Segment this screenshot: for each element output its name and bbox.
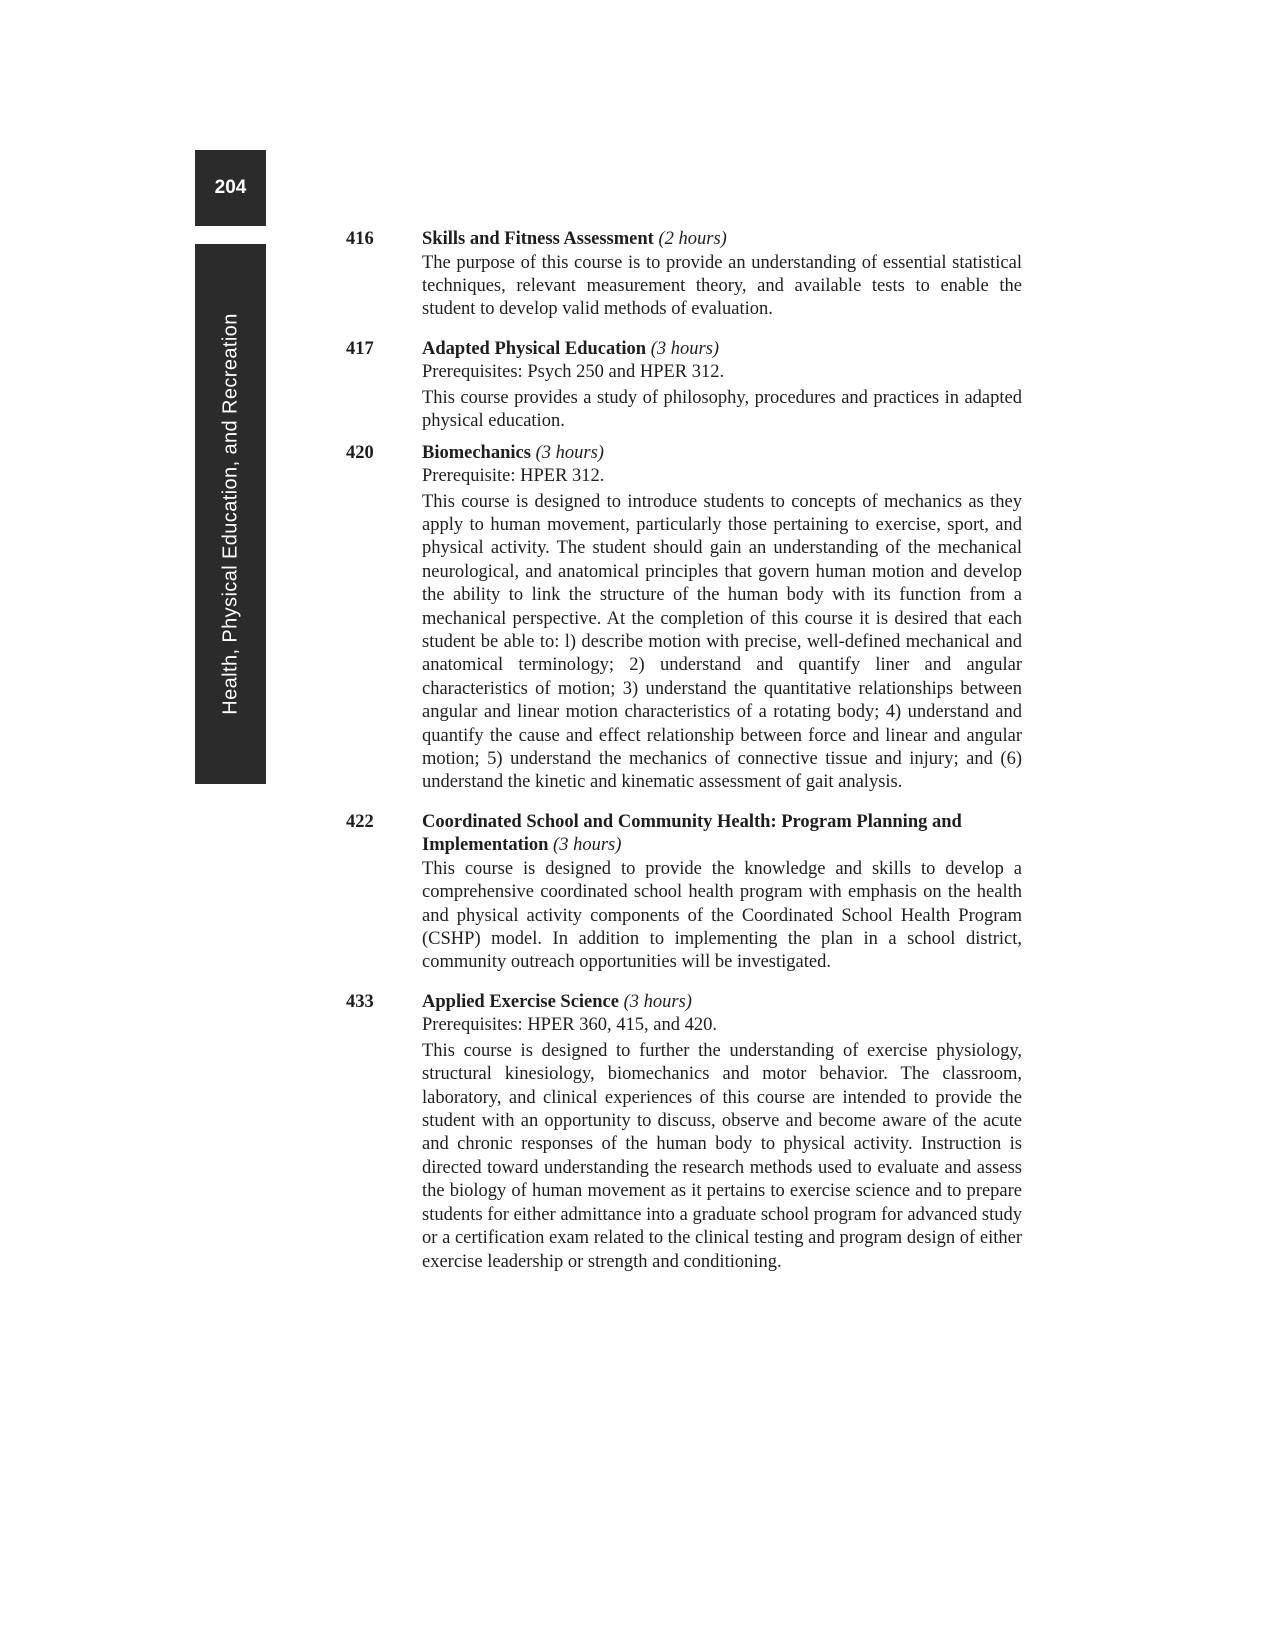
- course-number: 420: [346, 442, 374, 463]
- course-hours: (3 hours): [650, 338, 720, 359]
- course-description: This course is designed to provide the knowledge and skills to develop a comprehensive coordinated school health program with emphasis on the health and physical activity components of the Coordinated School Health Program (CSHP) model. In addition to implementing the plan in a school district, community outreach opportunities will be investigated.: [422, 858, 1022, 973]
- course-body: [422, 338, 1022, 434]
- course-description: The purpose of this course is to provide an understanding of essential statistical techniques, relevant measurement theory, and available tests to enable the student to develop valid methods of evaluation.: [422, 252, 1022, 320]
- course-entry: [346, 228, 1022, 322]
- course-number: 433: [346, 991, 374, 1012]
- course-prerequisites: Prerequisites: Psych 250 and HPER 312.: [422, 362, 725, 383]
- section-tab: [195, 244, 266, 784]
- course-title: Coordinated School and Community Health: Program Planning and Implementation: [422, 811, 962, 856]
- course-hours: (3 hours): [535, 442, 604, 463]
- course-hours: (2 hours): [658, 229, 727, 249]
- course-description: This course is designed to further the understanding of exercise physiology, structural kinesiology, biomechanics and motor behavior. The classroom, laboratory, and clinical experiences of this course are intended to provide the student with an opportunity to discuss, observe and become aware of the acute and chronic responses of the human body to physical activity. Instruction is directed toward understanding the research methods used to evaluate and assess the biology of human movement as it pertains to exercise science and to prepare students for either admittance into a graduate school program for advanced study or a certification exam related to the clinical testing and program design of either exercise leadership or strength and conditioning.: [422, 1040, 1022, 1272]
- course-body: [422, 442, 1022, 795]
- page-number: 204: [195, 150, 266, 226]
- course-title-line: [422, 991, 1022, 1015]
- course-title: Skills and Fitness Assessment: [422, 229, 654, 249]
- course-body: [422, 811, 1022, 975]
- course-title-line: [422, 442, 1022, 466]
- course-prerequisites: Prerequisites: HPER 360, 415, and 420.: [422, 1015, 717, 1036]
- course-number: 417: [346, 338, 374, 359]
- course-entry: [346, 811, 1022, 975]
- course-number: 416: [346, 229, 374, 249]
- course-title: Biomechanics: [422, 442, 531, 463]
- course-prerequisites: Prerequisite: HPER 312.: [422, 466, 605, 487]
- course-hours: (3 hours): [553, 835, 622, 856]
- course-title-line: [422, 338, 1022, 362]
- section-tab-label: Health, Physical Education, and Recreation: [219, 313, 241, 715]
- course-entry: [346, 991, 1022, 1274]
- course-list: [346, 228, 1022, 1274]
- course-number: 422: [346, 811, 374, 832]
- course-entry: [346, 338, 1022, 434]
- course-body: [422, 228, 1022, 322]
- course-body: [422, 991, 1022, 1274]
- course-title: Adapted Physical Education: [422, 338, 647, 359]
- course-title-line: [422, 228, 1022, 252]
- course-title: Applied Exercise Science: [422, 991, 619, 1012]
- course-entry: [346, 442, 1022, 795]
- course-description: This course provides a study of philosophy, procedures and practices in adapted physical education.: [422, 387, 1022, 432]
- course-description: This course is designed to introduce students to concepts of mechanics as they apply to human movement, particularly those pertaining to exercise, sport, and physical activity. The student should gain an understanding of the mechanical neurological, and anatomical principles that govern human motion and develop the ability to link the structure of the human body with its function from a mechanical perspective. At the completion of this course it is desired that each student be able to: l) describe motion with precise, well-defined mechanical and anatomical terminology; 2) understand and quantify liner and angular characteristics of motion; 3) understand the quantitative relationships between angular and linear motion characteristics of a rotating body; 4) understand and quantify the cause and effect relationship between force and linear and angular motion; 5) understand the mechanics of connective tissue and injury; and (6) understand the kinetic and kinematic assessment of gait analysis.: [422, 491, 1022, 793]
- course-title-line: [422, 811, 1022, 858]
- course-hours: (3 hours): [623, 991, 692, 1012]
